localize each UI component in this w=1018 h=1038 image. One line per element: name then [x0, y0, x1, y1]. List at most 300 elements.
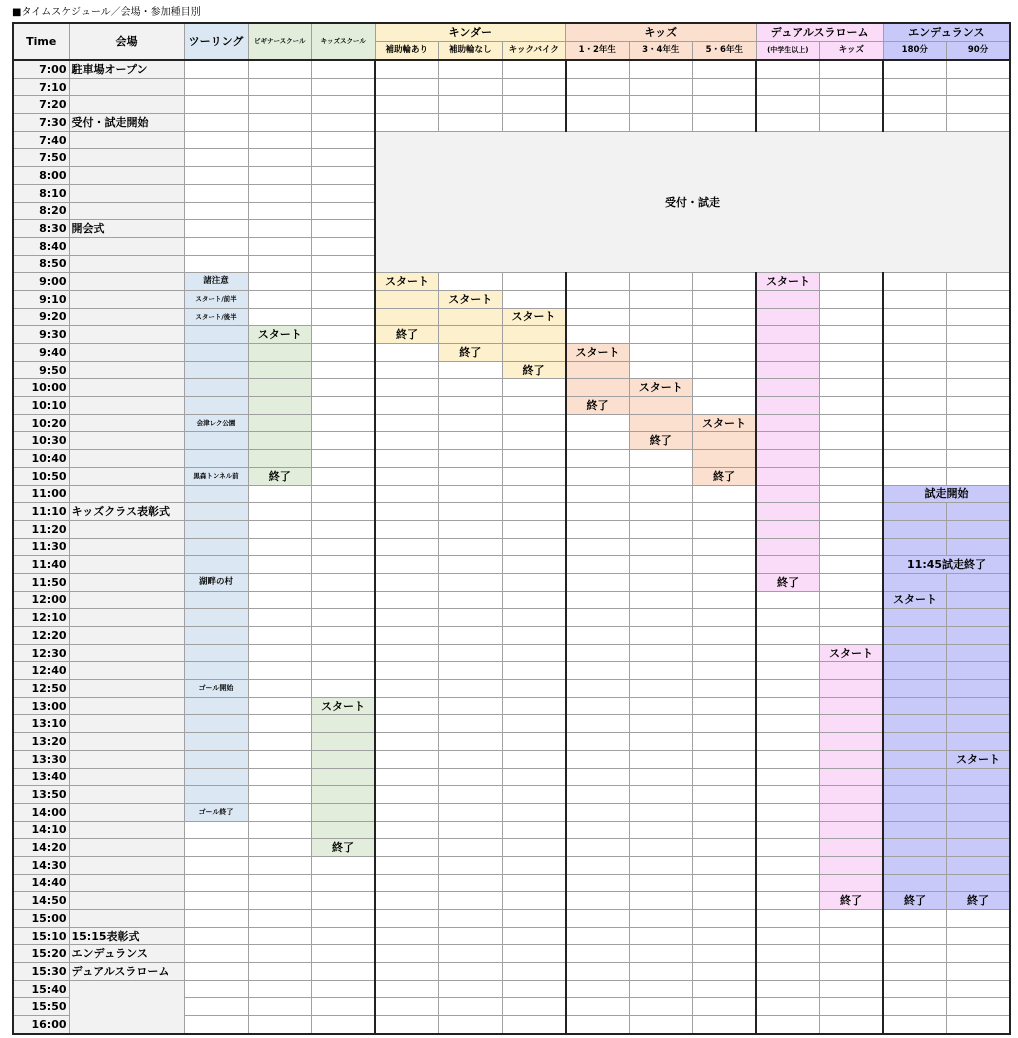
- venue-cell: [69, 538, 184, 556]
- schedule-row: [13, 326, 1010, 344]
- schedule-row: [13, 450, 1010, 468]
- kids-12-cell: [566, 467, 630, 485]
- kinder-noassist-cell: [439, 573, 503, 591]
- beginner-school-cell: [248, 750, 312, 768]
- kids-56-cell: [693, 78, 757, 96]
- endurance-90-cell: [947, 1016, 1011, 1034]
- time-cell: 14:30: [13, 856, 69, 874]
- touring-cell: [184, 998, 248, 1016]
- dual-main-cell: [756, 715, 820, 733]
- kids-school-cell: [312, 892, 376, 910]
- endurance-180-cell: [883, 733, 947, 751]
- beginner-school-cell: [248, 927, 312, 945]
- kids-56-cell: [693, 114, 757, 132]
- dual-main-cell: [756, 998, 820, 1016]
- venue-cell: [69, 96, 184, 114]
- kinder-kickbike-cell: [502, 609, 566, 627]
- kids-12-cell: [566, 697, 630, 715]
- dual-kids-cell: [820, 361, 884, 379]
- endurance-180-cell: [883, 786, 947, 804]
- kids-34-cell: [629, 60, 693, 78]
- time-cell: 7:20: [13, 96, 69, 114]
- kinder-assist-cell: [375, 927, 439, 945]
- time-cell: 11:10: [13, 503, 69, 521]
- kids-12-cell: [566, 114, 630, 132]
- beginner-school-cell: [248, 803, 312, 821]
- kinder-assist-cell: [375, 644, 439, 662]
- kinder-assist-cell: [375, 450, 439, 468]
- kinder-kickbike-cell: [502, 750, 566, 768]
- kids-12-cell: [566, 963, 630, 981]
- time-cell: 13:40: [13, 768, 69, 786]
- endurance-180-cell: [883, 520, 947, 538]
- time-cell: 14:00: [13, 803, 69, 821]
- kinder-kickbike-cell: スタート: [502, 308, 566, 326]
- endurance-90-cell: 終了: [947, 892, 1011, 910]
- schedule-row: [13, 644, 1010, 662]
- dual-kids-cell: [820, 910, 884, 928]
- schedule-row: [13, 892, 1010, 910]
- endurance-180-cell: [883, 379, 947, 397]
- endurance-90-cell: [947, 715, 1011, 733]
- kinder-noassist-cell: [439, 768, 503, 786]
- kids-12-cell: [566, 290, 630, 308]
- kids-12-cell: [566, 609, 630, 627]
- time-cell: 15:30: [13, 963, 69, 981]
- kids-12-cell: [566, 1016, 630, 1034]
- dual-main-cell: スタート: [756, 273, 820, 291]
- touring-cell: [184, 326, 248, 344]
- header-dual-sub: (中学生以上): [756, 42, 820, 61]
- kinder-assist-cell: [375, 874, 439, 892]
- venue-cell: [69, 326, 184, 344]
- endurance-90-cell: [947, 573, 1011, 591]
- kids-56-cell: [693, 697, 757, 715]
- venue-cell: [69, 680, 184, 698]
- beginner-school-cell: 終了: [248, 467, 312, 485]
- schedule-row: [13, 680, 1010, 698]
- endurance-90-cell: [947, 78, 1011, 96]
- beginner-school-cell: [248, 538, 312, 556]
- dual-kids-cell: [820, 503, 884, 521]
- kinder-noassist-cell: [439, 432, 503, 450]
- kinder-assist-cell: [375, 60, 439, 78]
- touring-cell: [184, 697, 248, 715]
- endurance-180-cell: [883, 432, 947, 450]
- touring-cell: [184, 485, 248, 503]
- touring-cell: ゴール終了: [184, 803, 248, 821]
- beginner-school-cell: [248, 379, 312, 397]
- touring-cell: [184, 397, 248, 415]
- kinder-assist-cell: [375, 839, 439, 857]
- endurance-180-cell: [883, 573, 947, 591]
- kids-34-cell: [629, 361, 693, 379]
- kids-12-cell: [566, 998, 630, 1016]
- kinder-assist-cell: [375, 1016, 439, 1034]
- time-cell: 15:10: [13, 927, 69, 945]
- kids-12-cell: [566, 591, 630, 609]
- touring-cell: [184, 662, 248, 680]
- endurance-180-cell: [883, 290, 947, 308]
- kinder-noassist-cell: [439, 414, 503, 432]
- endurance-90-cell: [947, 467, 1011, 485]
- kids-56-cell: [693, 856, 757, 874]
- schedule-row: [13, 96, 1010, 114]
- beginner-school-cell: [248, 184, 312, 202]
- kids-school-cell: [312, 414, 376, 432]
- kids-34-cell: [629, 503, 693, 521]
- dual-main-cell: [756, 680, 820, 698]
- time-cell: 15:20: [13, 945, 69, 963]
- schedule-table: [12, 22, 1011, 1035]
- dual-main-cell: [756, 60, 820, 78]
- kinder-kickbike-cell: [502, 662, 566, 680]
- kids-12-cell: [566, 627, 630, 645]
- dual-main-cell: [756, 450, 820, 468]
- kinder-assist-cell: [375, 662, 439, 680]
- touring-cell: [184, 114, 248, 132]
- kinder-noassist-cell: [439, 680, 503, 698]
- kinder-kickbike-cell: [502, 573, 566, 591]
- schedule-row: [13, 432, 1010, 450]
- venue-cell: [69, 662, 184, 680]
- schedule-row: [13, 856, 1010, 874]
- kinder-noassist-cell: [439, 538, 503, 556]
- dual-kids-cell: [820, 839, 884, 857]
- venue-cell: [69, 520, 184, 538]
- touring-cell: [184, 237, 248, 255]
- dual-kids-cell: [820, 945, 884, 963]
- touring-cell: [184, 980, 248, 998]
- kids-34-cell: [629, 963, 693, 981]
- kinder-assist-cell: [375, 786, 439, 804]
- dual-kids-cell: [820, 733, 884, 751]
- beginner-school-cell: [248, 290, 312, 308]
- endurance-90-cell: [947, 538, 1011, 556]
- kinder-kickbike-cell: [502, 927, 566, 945]
- time-cell: 12:20: [13, 627, 69, 645]
- kids-56-cell: [693, 945, 757, 963]
- dual-main-cell: [756, 945, 820, 963]
- kids-school-cell: [312, 874, 376, 892]
- kids-34-cell: [629, 910, 693, 928]
- beginner-school-cell: [248, 662, 312, 680]
- kids-56-cell: [693, 379, 757, 397]
- kinder-assist-cell: [375, 485, 439, 503]
- kids-34-cell: [629, 485, 693, 503]
- kinder-kickbike-cell: [502, 290, 566, 308]
- time-cell: 7:30: [13, 114, 69, 132]
- kids-school-cell: [312, 361, 376, 379]
- kinder-noassist-cell: [439, 980, 503, 998]
- dual-kids-cell: [820, 450, 884, 468]
- kids-12-cell: [566, 538, 630, 556]
- time-cell: 8:50: [13, 255, 69, 273]
- endurance-90-cell: [947, 520, 1011, 538]
- touring-cell: [184, 963, 248, 981]
- kinder-kickbike-cell: 終了: [502, 361, 566, 379]
- time-cell: 11:50: [13, 573, 69, 591]
- kids-56-cell: [693, 627, 757, 645]
- beginner-school-cell: [248, 131, 312, 149]
- kinder-assist-cell: [375, 290, 439, 308]
- kids-56-cell: [693, 786, 757, 804]
- dual-main-cell: [756, 856, 820, 874]
- kinder-kickbike-cell: [502, 945, 566, 963]
- touring-cell: [184, 503, 248, 521]
- header-kids-sub: 3・4年生: [629, 42, 693, 61]
- venue-cell: [69, 290, 184, 308]
- dual-kids-cell: [820, 432, 884, 450]
- header-kids-sub: 1・2年生: [566, 42, 630, 61]
- kinder-noassist-cell: [439, 644, 503, 662]
- time-cell: 16:00: [13, 1016, 69, 1034]
- touring-cell: [184, 379, 248, 397]
- touring-cell: [184, 450, 248, 468]
- kinder-noassist-cell: [439, 609, 503, 627]
- endurance-180-cell: [883, 910, 947, 928]
- touring-cell: [184, 96, 248, 114]
- kinder-assist-cell: [375, 344, 439, 362]
- dual-main-cell: [756, 114, 820, 132]
- kinder-kickbike-cell: [502, 680, 566, 698]
- dual-main-cell: [756, 892, 820, 910]
- beginner-school-cell: [248, 78, 312, 96]
- time-cell: 11:30: [13, 538, 69, 556]
- kinder-assist-cell: [375, 414, 439, 432]
- venue-cell: [69, 715, 184, 733]
- kinder-kickbike-cell: [502, 538, 566, 556]
- schedule-row: [13, 273, 1010, 291]
- beginner-school-cell: [248, 237, 312, 255]
- venue-cell: [69, 414, 184, 432]
- beginner-school-cell: [248, 96, 312, 114]
- dual-main-cell: [756, 96, 820, 114]
- kids-34-cell: [629, 556, 693, 574]
- endurance-180-cell: スタート: [883, 591, 947, 609]
- touring-cell: [184, 927, 248, 945]
- beginner-school-cell: [248, 910, 312, 928]
- kids-56-cell: [693, 290, 757, 308]
- kinder-assist-cell: [375, 379, 439, 397]
- endurance-180-cell: [883, 467, 947, 485]
- endurance-180-cell: [883, 856, 947, 874]
- venue-cell: [69, 768, 184, 786]
- touring-cell: [184, 361, 248, 379]
- schedule-row: [13, 733, 1010, 751]
- kids-34-cell: [629, 308, 693, 326]
- beginner-school-cell: [248, 680, 312, 698]
- venue-cell: エンデュランス: [69, 945, 184, 963]
- dual-kids-cell: [820, 379, 884, 397]
- touring-cell: [184, 131, 248, 149]
- kids-34-cell: [629, 821, 693, 839]
- time-cell: 15:00: [13, 910, 69, 928]
- kids-56-cell: [693, 839, 757, 857]
- venue-cell: [69, 874, 184, 892]
- venue-cell: [69, 980, 184, 1034]
- endurance-90-cell: [947, 786, 1011, 804]
- venue-cell: [69, 361, 184, 379]
- kinder-kickbike-cell: [502, 60, 566, 78]
- schedule-row: [13, 520, 1010, 538]
- kids-12-cell: [566, 786, 630, 804]
- kinder-kickbike-cell: [502, 1016, 566, 1034]
- beginner-school-cell: [248, 167, 312, 185]
- kids-34-cell: [629, 397, 693, 415]
- kinder-noassist-cell: [439, 750, 503, 768]
- time-cell: 14:20: [13, 839, 69, 857]
- time-cell: 8:30: [13, 220, 69, 238]
- endurance-180-cell: [883, 273, 947, 291]
- kids-56-cell: [693, 998, 757, 1016]
- kinder-kickbike-cell: [502, 697, 566, 715]
- kids-56-cell: [693, 662, 757, 680]
- kids-school-cell: [312, 96, 376, 114]
- venue-cell: [69, 856, 184, 874]
- touring-cell: [184, 255, 248, 273]
- time-cell: 15:50: [13, 998, 69, 1016]
- endurance-180-cell: [883, 662, 947, 680]
- dual-kids-cell: [820, 538, 884, 556]
- kids-56-cell: [693, 609, 757, 627]
- kids-12-cell: [566, 821, 630, 839]
- touring-cell: [184, 786, 248, 804]
- kinder-noassist-cell: [439, 114, 503, 132]
- kids-34-cell: [629, 573, 693, 591]
- kids-34-cell: [629, 326, 693, 344]
- kinder-kickbike-cell: [502, 963, 566, 981]
- dual-kids-cell: [820, 556, 884, 574]
- time-cell: 10:50: [13, 467, 69, 485]
- kinder-assist-cell: [375, 573, 439, 591]
- time-cell: 9:30: [13, 326, 69, 344]
- header-beginner-school: ビギナースクール: [248, 23, 312, 60]
- kids-school-cell: [312, 803, 376, 821]
- beginner-school-cell: [248, 573, 312, 591]
- page-title: ■タイムスケジュール／会場・参加種目別: [12, 7, 201, 18]
- kinder-assist-cell: [375, 910, 439, 928]
- endurance-90-cell: [947, 627, 1011, 645]
- endurance-90-cell: [947, 945, 1011, 963]
- endurance-trial-end: 11:45試走終了: [883, 556, 1010, 574]
- kids-12-cell: [566, 980, 630, 998]
- kinder-noassist-cell: [439, 1016, 503, 1034]
- kinder-kickbike-cell: [502, 892, 566, 910]
- kids-34-cell: [629, 538, 693, 556]
- venue-cell: [69, 149, 184, 167]
- dual-main-cell: [756, 326, 820, 344]
- endurance-180-cell: [883, 414, 947, 432]
- kinder-assist-cell: [375, 998, 439, 1016]
- endurance-180-cell: [883, 980, 947, 998]
- dual-kids-cell: [820, 998, 884, 1016]
- endurance-180-cell: [883, 326, 947, 344]
- kids-12-cell: [566, 485, 630, 503]
- dual-kids-cell: [820, 344, 884, 362]
- kids-12-cell: [566, 662, 630, 680]
- time-cell: 13:50: [13, 786, 69, 804]
- beginner-school-cell: [248, 1016, 312, 1034]
- schedule-row: [13, 78, 1010, 96]
- kids-school-cell: [312, 237, 376, 255]
- kinder-noassist-cell: [439, 627, 503, 645]
- touring-cell: スタート/前半: [184, 290, 248, 308]
- header-dual: デュアルスラローム: [756, 23, 883, 42]
- kinder-noassist-cell: [439, 556, 503, 574]
- kinder-assist-cell: [375, 680, 439, 698]
- kids-12-cell: [566, 803, 630, 821]
- kinder-assist-cell: [375, 609, 439, 627]
- touring-cell: [184, 344, 248, 362]
- venue-cell: [69, 167, 184, 185]
- beginner-school-cell: スタート: [248, 326, 312, 344]
- kids-school-cell: [312, 733, 376, 751]
- schedule-row: [13, 485, 1010, 503]
- dual-main-cell: [756, 397, 820, 415]
- beginner-school-cell: [248, 114, 312, 132]
- schedule-row: [13, 963, 1010, 981]
- kinder-assist-cell: [375, 733, 439, 751]
- touring-cell: [184, 538, 248, 556]
- time-cell: 8:10: [13, 184, 69, 202]
- kids-56-cell: [693, 538, 757, 556]
- kinder-noassist-cell: [439, 485, 503, 503]
- touring-cell: 湖畔の村: [184, 573, 248, 591]
- time-cell: 14:10: [13, 821, 69, 839]
- dual-main-cell: [756, 591, 820, 609]
- kids-56-cell: [693, 556, 757, 574]
- endurance-90-cell: [947, 591, 1011, 609]
- schedule-row: [13, 379, 1010, 397]
- kids-12-cell: [566, 60, 630, 78]
- endurance-180-cell: [883, 927, 947, 945]
- header-kinder-sub: 補助輪あり: [375, 42, 439, 61]
- venue-cell: [69, 344, 184, 362]
- kinder-noassist-cell: [439, 520, 503, 538]
- kids-12-cell: [566, 326, 630, 344]
- venue-cell: [69, 450, 184, 468]
- dual-kids-cell: [820, 114, 884, 132]
- kinder-noassist-cell: [439, 733, 503, 751]
- kinder-kickbike-cell: [502, 768, 566, 786]
- venue-cell: 15:15表彰式: [69, 927, 184, 945]
- header-venue: 会場: [69, 23, 184, 60]
- kinder-assist-cell: [375, 803, 439, 821]
- time-cell: 11:40: [13, 556, 69, 574]
- schedule-row: [13, 131, 1010, 149]
- dual-kids-cell: [820, 573, 884, 591]
- time-cell: 12:30: [13, 644, 69, 662]
- kids-school-cell: [312, 591, 376, 609]
- kinder-assist-cell: [375, 556, 439, 574]
- kinder-noassist-cell: [439, 910, 503, 928]
- kinder-kickbike-cell: [502, 485, 566, 503]
- kids-34-cell: [629, 591, 693, 609]
- dual-kids-cell: [820, 326, 884, 344]
- kinder-kickbike-cell: [502, 856, 566, 874]
- kids-12-cell: [566, 556, 630, 574]
- endurance-180-cell: [883, 308, 947, 326]
- beginner-school-cell: [248, 768, 312, 786]
- kids-56-cell: [693, 715, 757, 733]
- time-cell: 12:50: [13, 680, 69, 698]
- kinder-assist-cell: [375, 715, 439, 733]
- endurance-90-cell: [947, 803, 1011, 821]
- touring-cell: [184, 750, 248, 768]
- endurance-180-cell: [883, 397, 947, 415]
- dual-kids-cell: [820, 78, 884, 96]
